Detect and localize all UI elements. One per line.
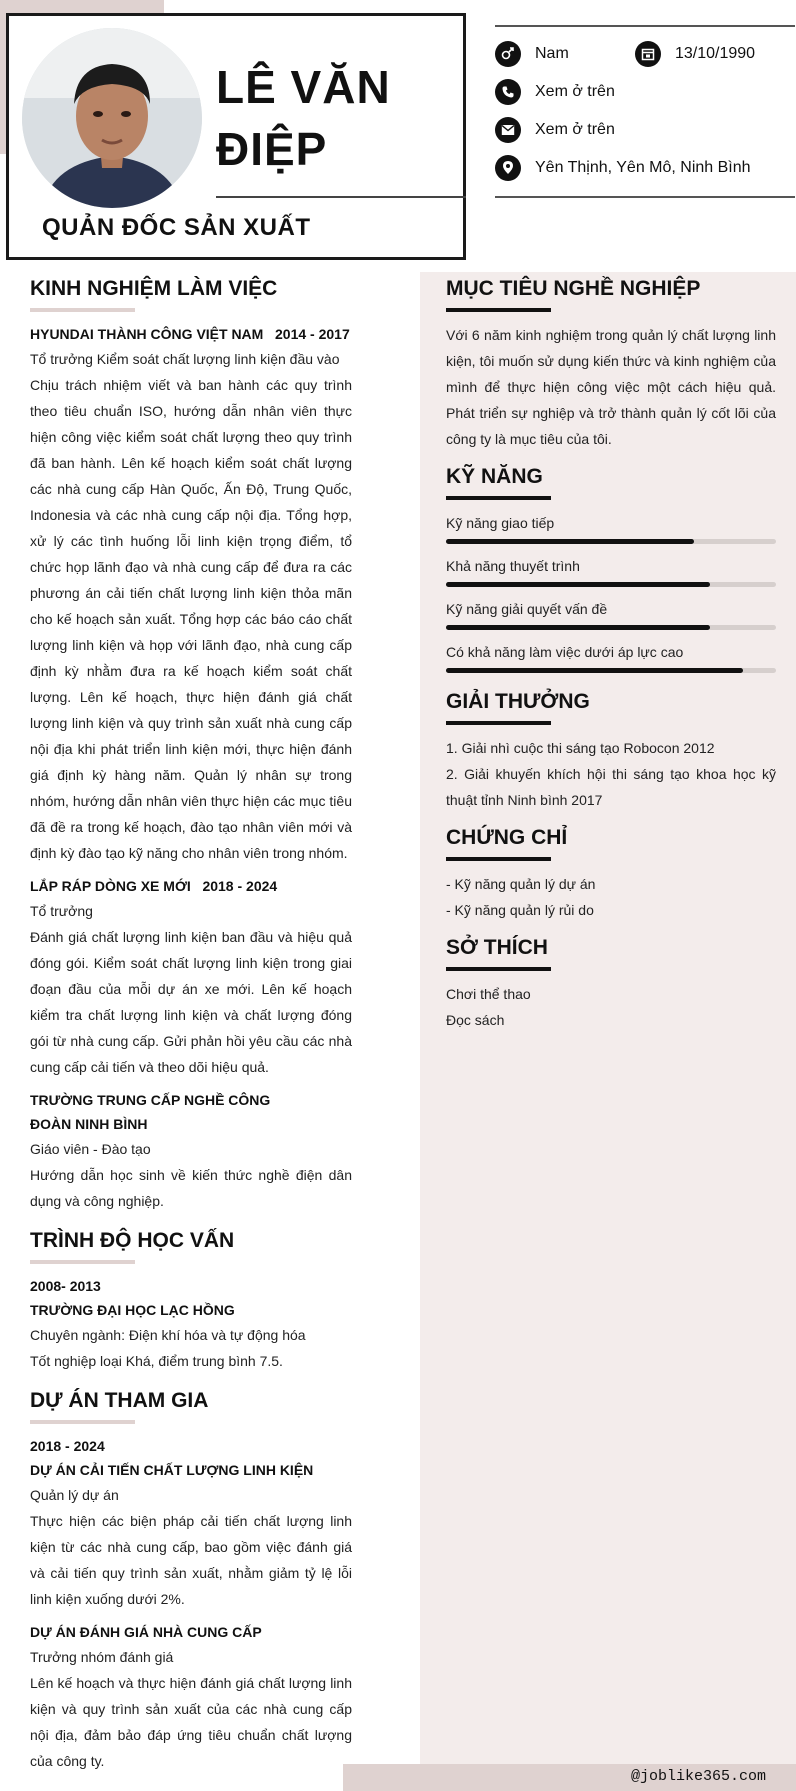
birthday-value: 13/10/1990 [675,45,756,62]
header-divider [216,196,466,198]
award-item: 2. Giải khuyến khích hội thi sáng tạo khoa học kỹ thuật tỉnh Ninh bình 2017 [446,766,776,808]
skills-list [446,510,776,673]
education-result: Tốt nghiệp loại Khá, điểm trung bình 7.5. [30,1353,283,1369]
period: 2014 - 2017 [275,326,350,342]
name-line-1: LÊ VĂN [216,61,391,113]
hobbies-title: SỞ THÍCH [446,936,548,959]
job-title: QUẢN ĐỐC SẢN XUẤT [42,214,311,241]
skill-bar-fill [446,625,710,630]
education-title: TRÌNH ĐỘ HỌC VẤN [30,1229,235,1252]
section-underline [30,1420,135,1424]
description: Đánh giá chất lượng linh kiện ban đầu và hiệu quả đóng gói. Kiểm soát chất lượng linh kiện trong giai đoạn đầu của mỗi dự án xe mới. Lên kế hoạch kiểm tra chất lượng linh kiện và chất lượng đóng gói từ nhà cung cấp. Gửi phản hồi yêu cầu các nhà cung cấp cải tiến và theo dõi hiệu quả. [30,929,352,1075]
company-name: HYUNDAI THÀNH CÔNG VIỆT NAM [30,326,264,342]
education-school: TRƯỜNG ĐẠI HỌC LẠC HỒNG [30,1302,235,1318]
experience-entry-2-header [30,874,352,898]
projects-period: 2018 - 2024 [30,1438,105,1454]
contact-birthday [635,41,755,67]
role: Tổ trưởng [30,903,93,919]
skill-item [446,553,776,587]
gender-icon [495,41,521,67]
role: Tổ trưởng Kiểm soát chất lượng linh kiện đầu vào [30,351,340,367]
phone-value: Xem ở trên [535,83,615,100]
skill-item [446,639,776,673]
projects-title: DỰ ÁN THAM GIA [30,1389,209,1412]
email-icon [495,117,521,143]
skills-title: KỸ NĂNG [446,465,543,488]
skill-label: Khả năng thuyết trình [446,558,580,574]
certificates-title: CHỨNG CHỈ [446,826,568,849]
skill-bar-fill [446,539,694,544]
section-underline [446,967,551,971]
skill-bar-fill [446,668,743,673]
description: Hướng dẫn học sinh về kiến thức nghề điện dân dụng và công nghiệp. [30,1167,352,1209]
objective-text: Với 6 năm kinh nghiệm trong quản lý chất lượng linh kiện, tôi muốn sử dụng kiến thức và kinh nghiệm của mình để thực hiện công việc một cách hiệu quả. Phát triển sự nghiệp và trở thành quản lý cốt lõi của công ty là mục tiêu của tôi. [446,327,776,447]
skill-bar-fill [446,582,710,587]
location-icon [495,155,521,181]
hobby-item: Chơi thể thao [446,986,531,1002]
award-item: 1. Giải nhì cuộc thi sáng tạo Robocon 2012 [446,740,715,756]
phone-icon [495,79,521,105]
address-value: Yên Thịnh, Yên Mô, Ninh Bình [535,159,751,176]
contact-gender [495,41,569,67]
role: Giáo viên - Đào tạo [30,1141,151,1157]
name-line-2: ĐIỆP [216,123,328,175]
skill-bar [446,539,776,544]
watermark: @joblike365.com [630,1768,766,1785]
section-underline [446,857,551,861]
experience-entry-3-header [30,1088,352,1136]
calendar-icon [635,41,661,67]
gender-value: Nam [535,45,569,62]
experience-entry-1-header [30,322,352,346]
skill-label: Kỹ năng giao tiếp [446,515,555,531]
contact-address [495,155,751,181]
email-value: Xem ở trên [535,121,615,138]
section-underline [446,308,551,312]
contact-divider-bottom [495,196,795,198]
section-underline [446,721,551,725]
left-column [30,272,352,1774]
project-role: Quản lý dự án [30,1487,119,1503]
period: 2018 - 2024 [202,878,278,894]
hobby-item: Đọc sách [446,1012,505,1028]
project-role: Trưởng nhóm đánh giá [30,1649,174,1665]
skill-item [446,596,776,630]
certificate-item: - Kỹ năng quản lý rủi do [446,902,594,918]
section-underline [30,1260,135,1264]
section-underline [446,496,551,500]
project-name: DỰ ÁN CẢI TIẾN CHẤT LƯỢNG LINH KIỆN [30,1462,314,1478]
right-column [446,272,776,1033]
company-name-line-1: TRƯỜNG TRUNG CẤP NGHỀ CÔNG [30,1092,271,1108]
skill-label: Kỹ năng giải quyết vấn đề [446,601,608,617]
project-description: Thực hiện các biện pháp cải tiến chất lượng linh kiện từ các nhà cung cấp, bao gồm việc đánh giá và cải tiến quy trình sản xuất, nhằm giảm tỷ lệ lỗi linh kiện xuống dưới 2%. [30,1513,352,1607]
candidate-name [216,56,391,180]
company-name-line-2: ĐOÀN NINH BÌNH [30,1116,148,1132]
certificate-item: - Kỹ năng quản lý dự án [446,876,596,892]
description: Chịu trách nhiệm viết và ban hành các quy trình theo tiêu chuẩn ISO, hướng dẫn nhân viên thực hiện công việc kiểm soát chất lượng theo quy trình đã ban hành. Lên kế hoạch kiểm soát chất lượng các nhà cung cấp Hàn Quốc, Ấn Độ, Trung Quốc, Indonesia và các nhà cung cấp nội địa. Tổng hợp, xử lý các tình huống lỗi linh kiện trọng điểm, tổ chức họp lãnh đạo và nhà cung cấp để đưa ra các phương án cải tiến chất lượng linh kiện thỏa mãn cho kế hoạch sản xuất. Tổng hợp các báo cáo chất lượng linh kiện và họp với lãnh đạo, nhà cung cấp định kỳ nhằm đưa ra kế hoạch kiểm soát chất lượng. Lên kế hoạch, thực hiện đánh giá chất lượng linh kiện và quy trình sản xuất nhà cung cấp nội địa khi phát triển linh kiện mới, thực hiện đánh giá định kỳ hàng năm. Quản lý nhân sự trong nhóm, hướng dẫn nhân viên thực hiện các mục tiêu đã đề ra trong kế hoạch, đào tạo nhân viên mới và định kỳ đào tạo kỹ năng cho nhân viên trong nhóm. [30,377,352,861]
education-major: Chuyên ngành: Điện khí hóa và tự động hóa [30,1327,306,1343]
awards-title: GIẢI THƯỞNG [446,690,590,713]
contact-phone [495,79,615,105]
skill-bar [446,625,776,630]
company-name: LẮP RÁP DÒNG XE MỚI [30,878,191,894]
education-period: 2008- 2013 [30,1278,101,1294]
skill-bar [446,582,776,587]
project-name: DỰ ÁN ĐÁNH GIÁ NHÀ CUNG CẤP [30,1624,262,1640]
section-underline [30,308,135,312]
skill-item [446,510,776,544]
contact-email [495,117,615,143]
skill-label: Có khả năng làm việc dưới áp lực cao [446,644,684,660]
objective-title: MỤC TIÊU NGHỀ NGHIỆP [446,277,701,300]
project-description: Lên kế hoạch và thực hiện đánh giá chất lượng linh kiện và quy trình sản xuất của các nhà cung cấp nội địa, đảm bảo đáp ứng tiêu chuẩn chất lượng của công ty. [30,1675,352,1769]
contact-divider-top [495,25,795,27]
avatar [22,28,202,208]
experience-title: KINH NGHIỆM LÀM VIỆC [30,277,278,300]
skill-bar [446,668,776,673]
